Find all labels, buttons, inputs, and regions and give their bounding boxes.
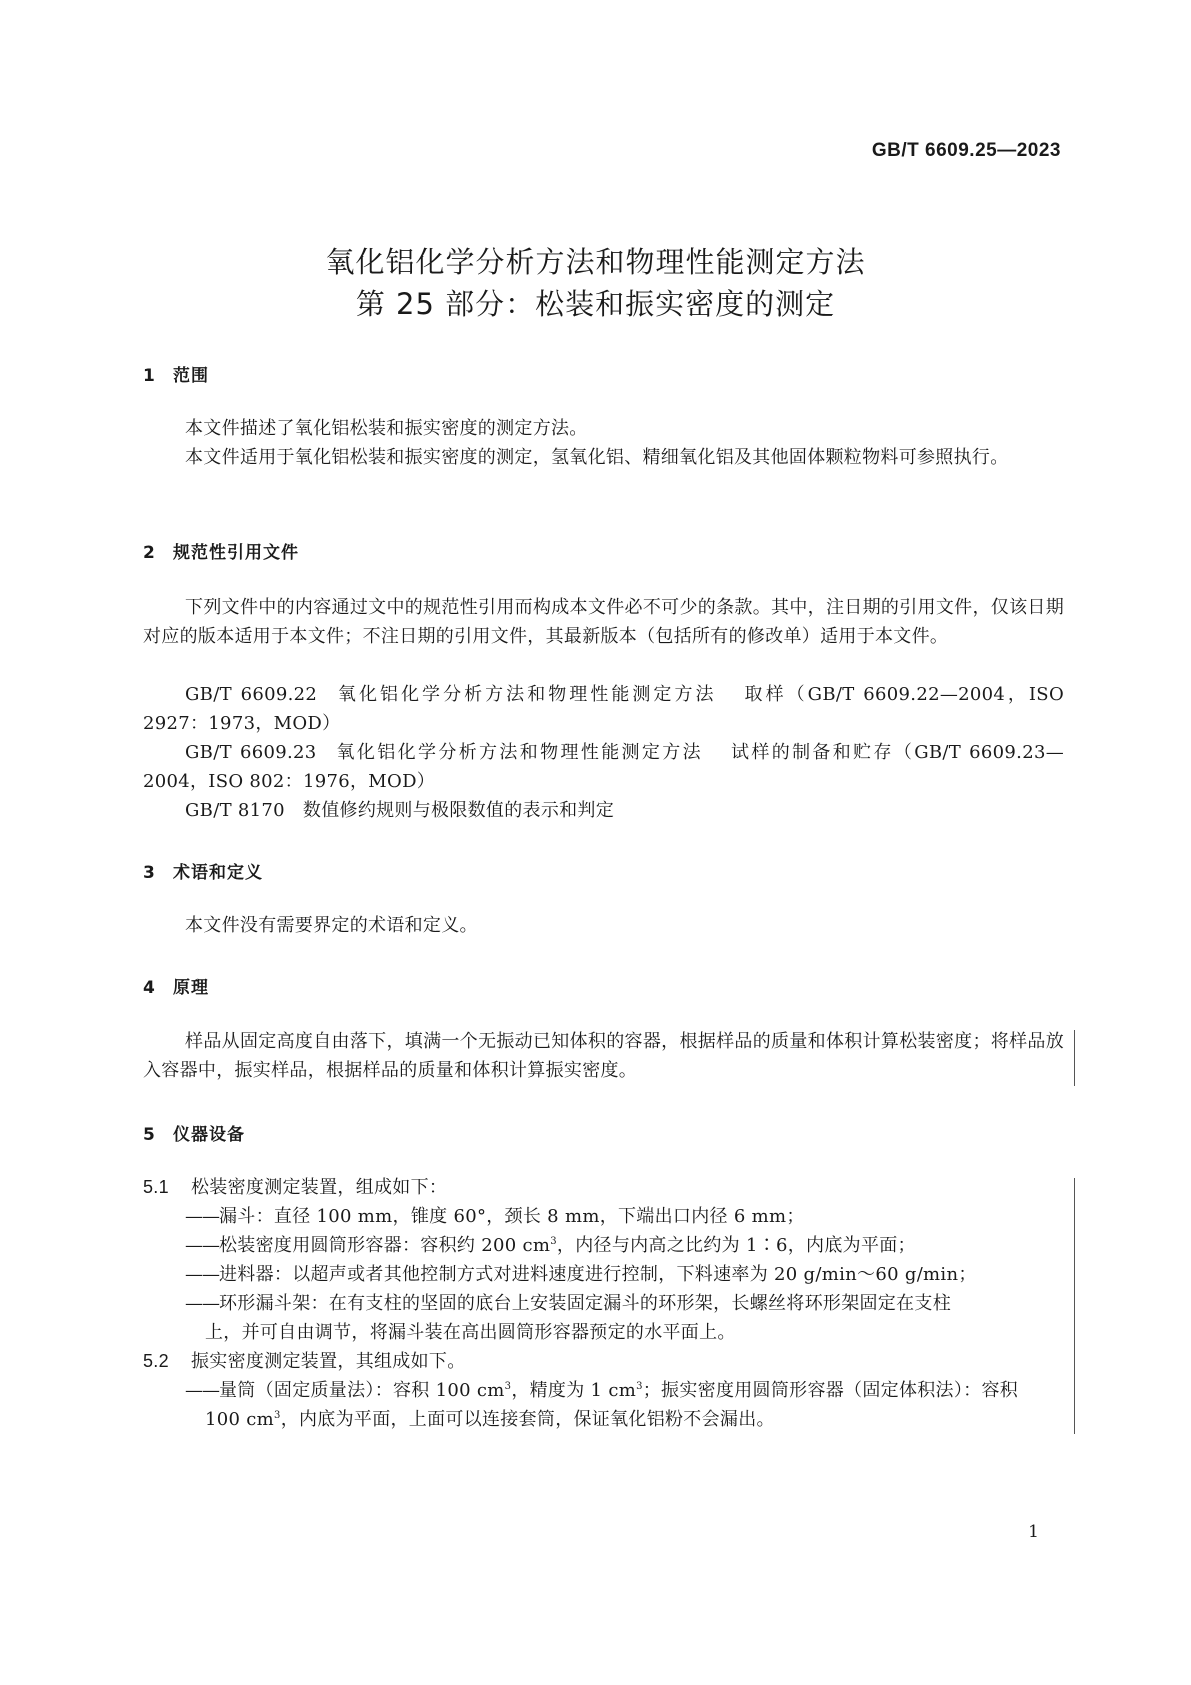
list-item-text-cont: ，内径与内高之比约为 1∶6，内底为平面； — [556, 1235, 916, 1256]
dash-marker: —— — [185, 1264, 219, 1285]
superscript: 3 — [504, 1381, 512, 1392]
section-1-paragraph-1: 本文件描述了氧化铝松装和振实密度的测定方法。 — [185, 418, 588, 439]
section-3-heading — [143, 858, 263, 883]
document-title-line2: 第 25 部分：松装和振实密度的测定 — [355, 287, 836, 321]
list-item-text: ，内底为平面，上面可以连接套筒，保证氧化铝粉不会漏出。 — [280, 1409, 775, 1430]
reference-detail: 取样（GB/T 6609.22—2004，ISO 2927：1973，MOD） — [143, 684, 1064, 734]
section-title: 术语和定义 — [173, 863, 263, 883]
list-item-text: 松装密度用圆筒形容器：容积约 200 cm — [219, 1235, 551, 1256]
section-2-paragraph-1: 下列文件中的内容通过文中的规范性引用而构成本文件必不可少的条款。其中，注日期的引用文件，仅该日期对应的版本适用于本文件；不注日期的引用文件，其最新版本（包括所有的修改单）适用于本文件。 — [143, 597, 1064, 647]
reference-detail: 试样的制备和贮存（GB/T 6609.23—2004，ISO 802：1976，MOD） — [143, 742, 1065, 792]
dash-marker: —— — [185, 1293, 219, 1314]
list-item-text: 100 cm — [205, 1409, 275, 1430]
superscript: 3 — [636, 1381, 643, 1392]
document-title-line1: 氧化铝化学分析方法和物理性能测定方法 — [325, 245, 866, 279]
reference-title: 氧化铝化学分析方法和物理性能测定方法 — [334, 742, 703, 763]
superscript: 3 — [550, 1236, 557, 1247]
list-item-text: 环形漏斗架：在有支柱的坚固的底台上安装固定漏斗的环形架，长螺丝将环形架固定在支柱 — [219, 1293, 951, 1314]
normative-reference — [143, 796, 1064, 825]
subsection-text: 松装密度测定装置，组成如下： — [191, 1177, 448, 1198]
list-item-text: ，精度为 1 cm — [511, 1380, 637, 1401]
section-2-heading — [143, 538, 299, 563]
section-title: 规范性引用文件 — [173, 543, 299, 563]
normative-reference — [143, 738, 1064, 796]
list-item — [185, 1260, 1064, 1289]
section-1-heading — [143, 361, 209, 386]
list-item-text: 漏斗：直径 100 mm，锥度 60°，颈长 8 mm，下端出口内径 6 mm； — [219, 1206, 805, 1227]
section-3-paragraph-1: 本文件没有需要界定的术语和定义。 — [185, 915, 478, 936]
subsection-5-1 — [143, 1173, 447, 1202]
list-item-continuation — [205, 1405, 1084, 1434]
reference-code: GB/T 8170 — [185, 800, 285, 821]
reference-title: 氧化铝化学分析方法和物理性能测定方法 — [335, 684, 717, 705]
reference-code: GB/T 6609.22 — [185, 684, 318, 705]
dash-marker: —— — [185, 1206, 219, 1227]
page-number: 1 — [1028, 1522, 1039, 1542]
reference-title: 数值修约规则与极限数值的表示和判定 — [302, 800, 615, 821]
section-number: 3 — [143, 863, 156, 883]
list-item-text: ；振实密度用圆筒形容器（固定体积法）：容积 — [642, 1380, 1019, 1401]
list-item — [185, 1231, 1064, 1260]
section-title: 范围 — [173, 366, 209, 386]
subsection-number: 5.1 — [143, 1177, 169, 1197]
list-item-text: 量筒（固定质量法）：容积 100 cm — [219, 1380, 505, 1401]
normative-reference — [143, 680, 1064, 738]
list-item — [185, 1376, 1064, 1405]
dash-marker: —— — [185, 1235, 219, 1256]
reference-code: GB/T 6609.23 — [185, 742, 317, 763]
section-number: 5 — [143, 1125, 156, 1145]
revision-bar — [1074, 1030, 1075, 1086]
section-5-heading — [143, 1120, 245, 1145]
list-item-continuation: 上，并可自由调节，将漏斗装在高出圆筒形容器预定的水平面上。 — [205, 1322, 736, 1343]
superscript: 3 — [274, 1410, 281, 1421]
dash-marker: —— — [185, 1380, 219, 1401]
section-number: 4 — [143, 978, 156, 998]
section-title: 仪器设备 — [173, 1125, 245, 1145]
list-item-text: 进料器：以超声或者其他控制方式对进料速度进行控制，下料速率为 20 g/min～60 g/min； — [219, 1264, 977, 1285]
subsection-text: 振实密度测定装置，其组成如下。 — [191, 1351, 466, 1372]
section-4-paragraph-1: 样品从固定高度自由落下，填满一个无振动已知体积的容器，根据样品的质量和体积计算松装密度；将样品放入容器中，振实样品，根据样品的质量和体积计算振实密度。 — [143, 1031, 1064, 1081]
subsection-number: 5.2 — [143, 1351, 169, 1371]
section-1-paragraph-2: 本文件适用于氧化铝松装和振实密度的测定，氢氧化铝、精细氧化铝及其他固体颗粒物料可参照执行。 — [185, 447, 1009, 468]
revision-bar — [1074, 1178, 1075, 1434]
section-number: 2 — [143, 543, 156, 563]
list-item — [185, 1289, 1064, 1318]
subsection-5-2 — [143, 1347, 466, 1376]
section-number: 1 — [143, 366, 156, 386]
standard-number: GB/T 6609.25—2023 — [871, 140, 1061, 161]
list-item — [185, 1202, 1064, 1231]
section-title: 原理 — [173, 978, 209, 998]
section-4-heading — [143, 973, 209, 998]
